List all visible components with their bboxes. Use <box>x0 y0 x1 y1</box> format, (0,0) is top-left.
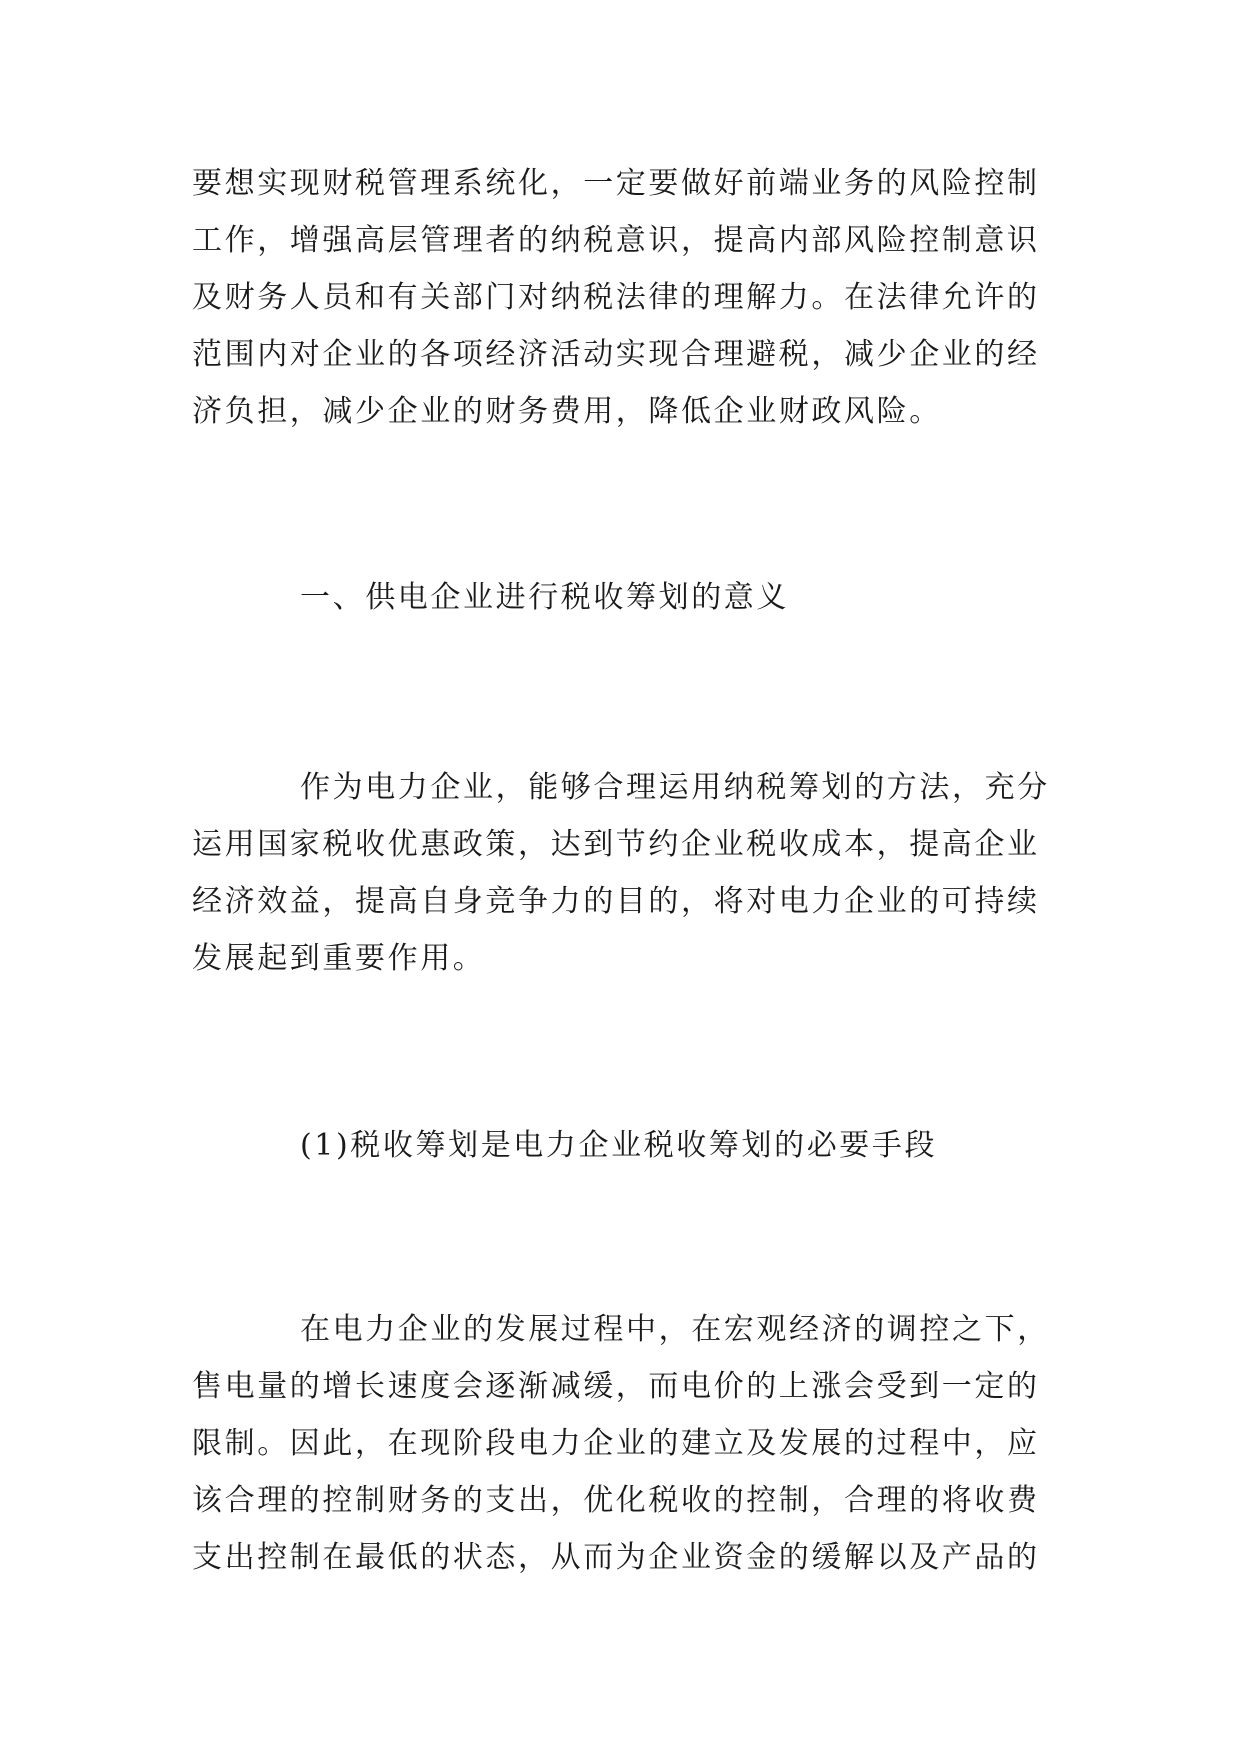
paragraph-line: 售电量的增长速度会逐渐减缓，而电价的上涨会受到一定的 <box>192 1369 1040 1404</box>
paragraph-line: 及财务人员和有关部门对纳税法律的理解力。在法律允许的 <box>192 280 1040 315</box>
section-heading: 一、供电企业进行税收筹划的意义 <box>300 580 789 615</box>
paragraph-line: 工作，增强高层管理者的纳税意识，提高内部风险控制意识 <box>192 223 1040 258</box>
paragraph-line: 范围内对企业的各项经济活动实现合理避税，减少企业的经 <box>192 337 1040 372</box>
paragraph-line: 运用国家税收优惠政策，达到节约企业税收成本，提高企业 <box>192 827 1040 862</box>
subsection-heading: (1)税收筹划是电力企业税收筹划的必要手段 <box>300 1128 938 1163</box>
paragraph-line: 要想实现财税管理系统化，一定要做好前端业务的风险控制 <box>192 166 1040 201</box>
paragraph-line: 支出控制在最低的状态，从而为企业资金的缓解以及产品的 <box>192 1540 1040 1575</box>
paragraph-line: 在电力企业的发展过程中，在宏观经济的调控之下， <box>300 1312 1050 1347</box>
paragraph-line: 经济效益，提高自身竞争力的目的，将对电力企业的可持续 <box>192 884 1040 919</box>
paragraph-line: 济负担，减少企业的财务费用，降低企业财政风险。 <box>192 394 942 429</box>
paragraph-line: 限制。因此，在现阶段电力企业的建立及发展的过程中，应 <box>192 1426 1040 1461</box>
paragraph-line: 该合理的控制财务的支出，优化税收的控制，合理的将收费 <box>192 1483 1040 1518</box>
paragraph-line: 作为电力企业，能够合理运用纳税筹划的方法，充分 <box>300 770 1050 805</box>
paragraph-line: 发展起到重要作用。 <box>192 941 486 976</box>
